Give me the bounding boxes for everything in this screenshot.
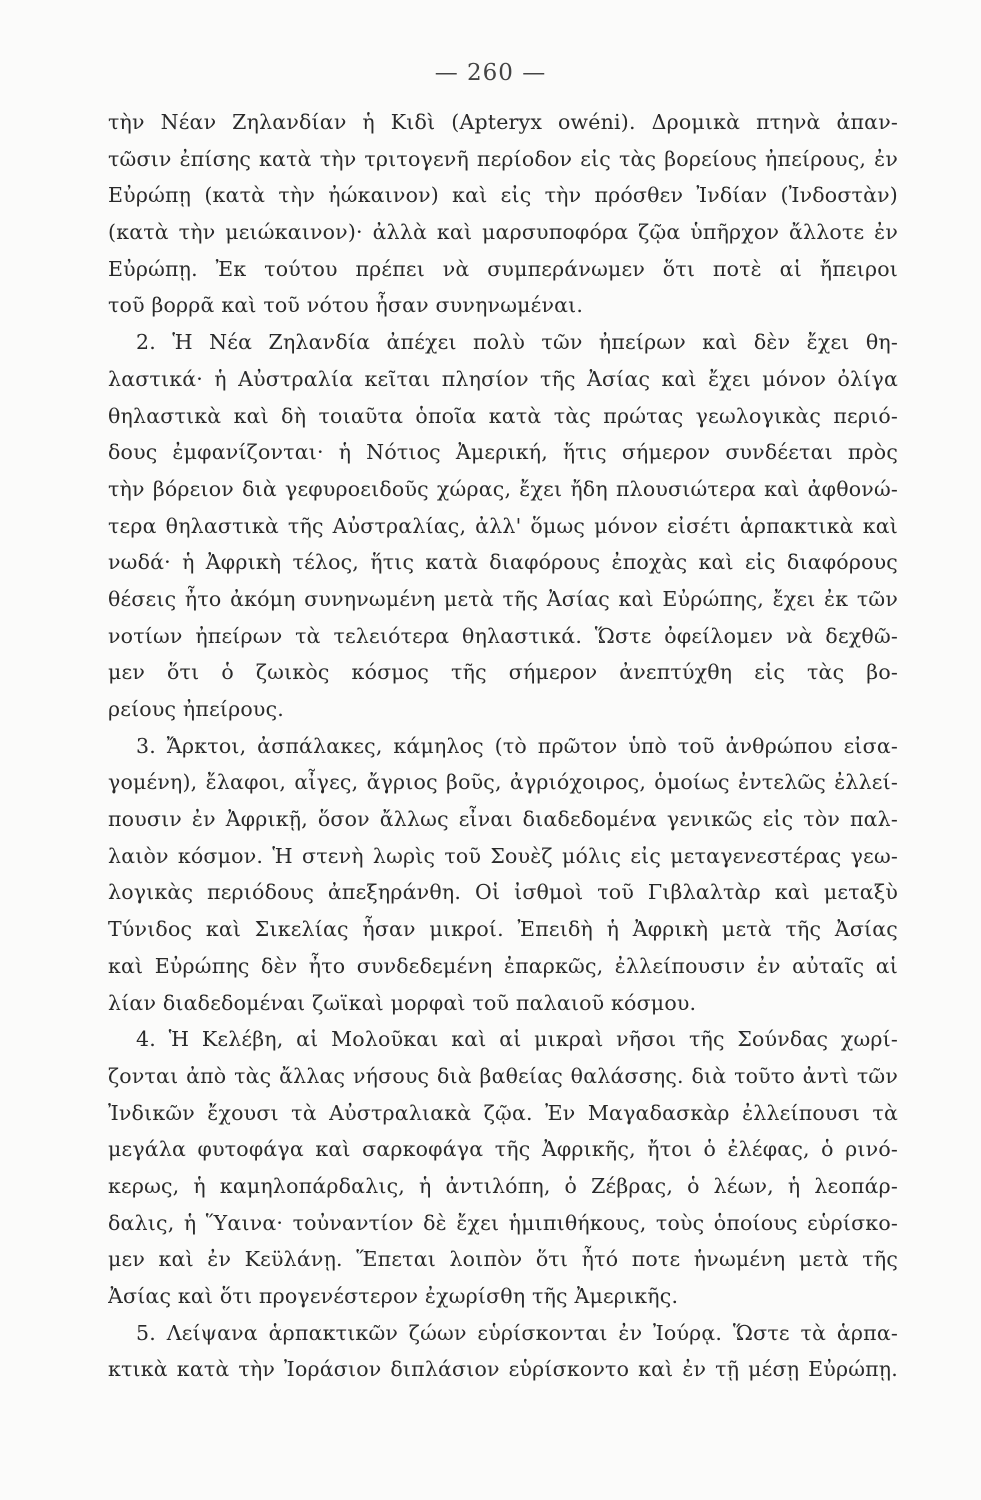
text-line: λίαν διαδεδομέναι ζωϊκαὶ μορφαὶ τοῦ παλαιοῦ κόσμου. [108,990,697,1015]
text-line: 2. Ἡ Νέα Ζηλανδία ἀπέχει πολὺ τῶν ἠπείρων καὶ δὲν ἔχει θη- [136,330,898,355]
text-line: μεν ὅτι ὁ ζωικὸς κόσμος τῆς σήμερον ἀνεπτύχθη εἰς τὰς βο- [108,660,898,685]
text-line: τῶσιν ἐπίσης κατὰ τὴν τριτογενῆ περίοδον εἰς τὰς βορείους ἠπείρους, ἐν [108,146,898,171]
page-number: — 260 — [434,60,547,86]
text-line: μεν καὶ ἐν Κεϋλάνῃ. Ἕπεται λοιπὸν ὅτι ἦτό ποτε ἡνωμένη μετὰ τῆς [108,1247,898,1272]
text-line: λογικὰς περιόδους ἀπεξηράνθη. Οἱ ἰσθμοὶ τοῦ Γιβλαλτὰρ καὶ μεταξὺ [108,880,898,905]
text-line: νωδά· ἡ Ἀφρικὴ τέλος, ἥτις κατὰ διαφόρους ἐποχὰς καὶ εἰς διαφόρους [108,550,898,575]
text-line: ρείους ἠπείρους. [108,697,284,721]
text-line: τὴν Νέαν Ζηλανδίαν ἡ Κιδὶ (Apteryx owéni). Δρομικὰ πτηνὰ ἀπαν- [108,110,898,134]
text-line: θηλαστικὰ καὶ δὴ τοιαῦτα ὁποῖα κατὰ τὰς πρώτας γεωλογικὰς περιό- [108,403,898,428]
text-line: κτικὰ κατὰ τὴν Ἰοράσιον διπλάσιον εὑρίσκοντο καὶ ἐν τῇ μέσῃ Εὐρώπῃ. [108,1357,898,1382]
text-line: δους ἐμφανίζονται· ἡ Νότιος Ἀμερική, ἥτις σήμερον συνδέεται πρὸς [108,440,898,465]
text-line: ζονται ἀπὸ τὰς ἄλλας νήσους διὰ βαθείας θαλάσσης. διὰ τοῦτο ἀντὶ τῶν [108,1063,898,1088]
text-line: κερως, ἡ καμηλοπάρδαλις, ἡ ἀντιλόπη, ὁ Ζέβρας, ὁ λέων, ἡ λεοπάρ- [108,1173,898,1198]
text-line: 5. Λείψανα ἁρπακτικῶν ζώων εὑρίσκονται ἐν Ἰούρᾳ. Ὥστε τὰ ἁρπα- [136,1320,898,1345]
text-line: (κατὰ τὴν μειώκαινον)· ἀλλὰ καὶ μαρσυποφόρα ζῷα ὑπῆρχον ἄλλοτε ἐν [108,220,898,245]
text-line: καὶ Εὐρώπης δὲν ἦτο συνδεδεμένη ἐπαρκῶς, ἐλλείπουσιν ἐν αὐταῖς αἱ [108,953,898,978]
text-line: λαστικά· ἡ Αὐστραλία κεῖται πλησίον τῆς Ἀσίας καὶ ἔχει μόνον ὀλίγα [108,366,898,391]
text-line: Εὐρώπῃ. Ἐκ τούτου πρέπει νὰ συμπεράνωμεν ὅτι ποτὲ αἱ ἤπειροι [108,256,898,281]
text-line: τὴν βόρειον διὰ γεφυροειδοῦς χώρας, ἔχει ἤδη πλουσιώτερα καὶ ἀφθονώ- [108,476,898,501]
text-line: τοῦ βορρᾶ καὶ τοῦ νότου ἦσαν συνηνωμέναι. [108,293,584,318]
text-line: 3. Ἄρκτοι, ἀσπάλακες, κάμηλος (τὸ πρῶτον ὑπὸ τοῦ ἀνθρώπου εἰσα- [136,733,898,758]
text-line: Εὐρώπῃ (κατὰ τὴν ἠώκαινον) καὶ εἰς τὴν πρόσθεν Ἰνδίαν (Ἰνδοστὰν) [108,183,898,208]
text-line: δαλις, ἡ Ὕαινα· τοὐναντίον δὲ ἔχει ἡμιπιθήκους, τοὺς ὁποίους εὑρίσκο- [108,1210,898,1235]
text-line: τερα θηλαστικὰ τῆς Αὐστραλίας, ἀλλ' ὅμως μόνον εἰσέτι ἁρπακτικὰ καὶ [108,513,898,538]
text-line: Τύνιδος καὶ Σικελίας ἦσαν μικροί. Ἐπειδὴ ἡ Ἀφρικὴ μετὰ τῆς Ἀσίας [108,917,898,942]
text-line: μεγάλα φυτοφάγα καὶ σαρκοφάγα τῆς Ἀφρικῆς, ἤτοι ὁ ἐλέφας, ὁ ρινό- [108,1137,898,1162]
text-line: γομένη), ἔλαφοι, αἶγες, ἄγριος βοῦς, ἀγριόχοιρος, ὁμοίως ἐντελῶς ἐλλεί- [108,770,898,795]
text-line: Ἀσίας καὶ ὅτι προγενέστερον ἐχωρίσθη τῆς Ἀμερικῆς. [108,1284,679,1308]
text-line: πουσιν ἐν Ἀφρικῇ, ὅσον ἄλλως εἶναι διαδεδομένα γενικῶς εἰς τὸν παλ- [108,807,898,832]
text-body [108,104,898,1388]
text-line: νοτίων ἠπείρων τὰ τελειότερα θηλαστικά. Ὥστε ὀφείλομεν νὰ δεχθῶ- [108,623,898,648]
text-line: θέσεις ἦτο ἀκόμη συνηνωμένη μετὰ τῆς Ἀσίας καὶ Εὐρώπης, ἔχει ἐκ τῶν [108,586,898,611]
text-line: 4. Ἡ Κελέβη, αἱ Μολοῦκαι καὶ αἱ μικραὶ νῆσοι τῆς Σούνδας χωρί- [136,1027,898,1052]
text-line: Ἰνδικῶν ἔχουσι τὰ Αὐστραλιακὰ ζῷα. Ἐν Μαγαδασκὰρ ἐλλείπουσι τὰ [108,1100,898,1125]
text-line: λαιὸν κόσμον. Ἡ στενὴ λωρὶς τοῦ Σουὲζ μόλις εἰς μεταγενεστέρας γεω- [108,843,898,868]
